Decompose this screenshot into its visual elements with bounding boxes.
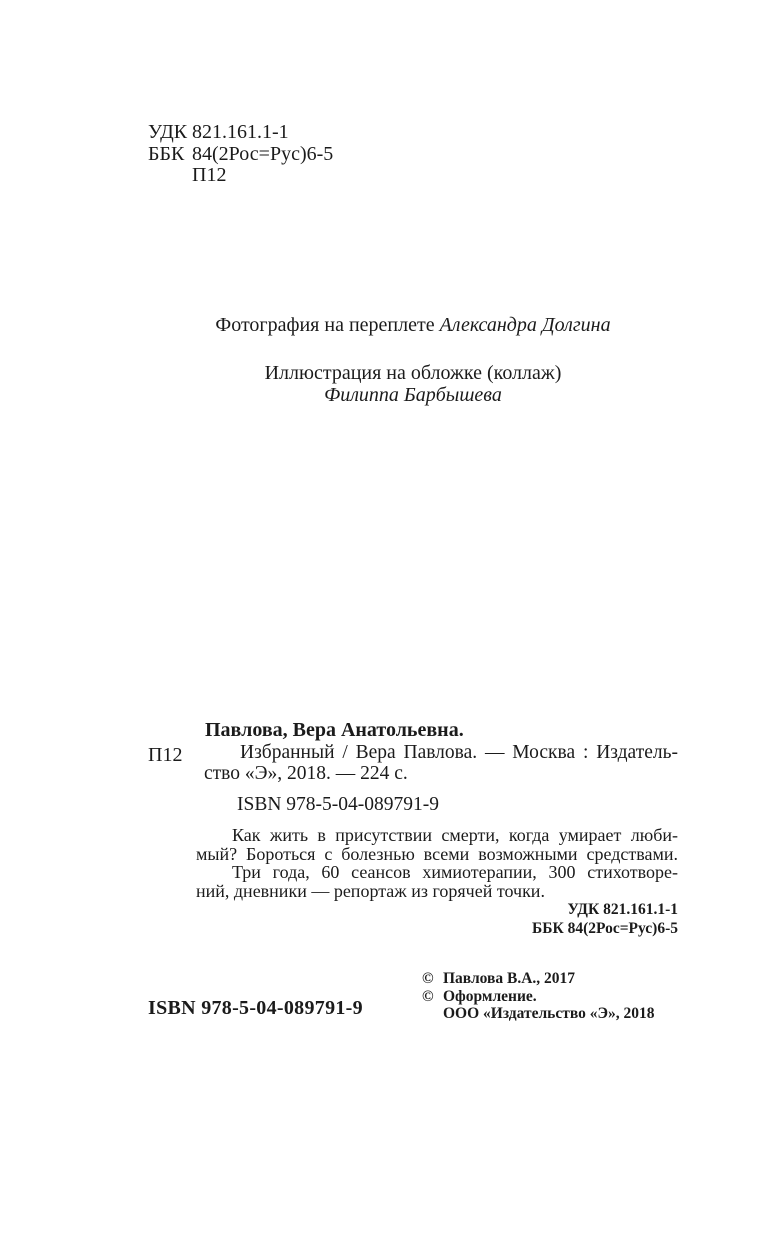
annotation-line: ний, дневники — репортаж из горячей точки.: [196, 881, 545, 902]
illustration-credit-block: [148, 362, 678, 407]
catalog-card-body: [204, 742, 678, 784]
catalog-card-margin-sign: П12: [148, 744, 183, 766]
bbk-label: ББК: [148, 142, 185, 165]
bbk-line: [148, 144, 333, 166]
bottom-classification-block: [532, 901, 678, 938]
top-classification-block: [148, 122, 333, 187]
photo-credit-text: Фотография на переплете: [215, 314, 440, 336]
copyright-line: [422, 970, 655, 988]
photographer-name: Александра Долгина: [439, 314, 611, 336]
udc-label: УДК: [148, 121, 188, 143]
copyright-sign: ©: [422, 970, 434, 987]
annotation-line: Как жить в присутствии смерти, когда умирает люби-: [232, 825, 678, 845]
bbk-value: 84(2Рос=Рус)6-5: [192, 142, 334, 165]
isbn-bottom: ISBN 978-5-04-089791-9: [148, 997, 363, 1019]
annotation-line: мый? Бороться с болезнью всеми возможными средствами.: [196, 843, 678, 864]
illustration-credit-text: Иллюстрация на обложке (коллаж): [264, 362, 562, 384]
udc-line: [148, 122, 333, 144]
photo-credit-line: [148, 314, 678, 337]
annotation-block: [196, 826, 678, 901]
catalog-card-line: Избранный / Вера Павлова. — Москва : Издатель-: [240, 742, 678, 763]
copyright-block: [422, 970, 655, 1023]
copyright-line: [422, 988, 655, 1006]
illustrator-name: Филиппа Барбышева: [324, 384, 502, 407]
author-sign: П12: [192, 164, 227, 187]
catalog-card-author-heading: Павлова, Вера Анатольевна.: [205, 719, 464, 741]
bbk-bottom: ББК 84(2Рос=Рус)6-5: [531, 919, 678, 937]
catalog-card-isbn: ISBN 978-5-04-089791-9: [237, 794, 440, 815]
catalog-card-line: ство «Э», 2018. — 224 с.: [204, 763, 408, 784]
author-sign-line: [148, 165, 333, 187]
annotation-line: Три года, 60 сеансов химиотерапии, 300 стихотворе-: [232, 862, 678, 883]
copyright-text: Оформление.: [443, 987, 537, 1005]
udc-bottom: УДК 821.161.1-1: [567, 901, 678, 918]
copyright-line: [422, 1005, 655, 1023]
copyright-sign: ©: [422, 987, 434, 1005]
udc-value: 821.161.1-1: [192, 121, 289, 143]
copyright-text: ООО «Издательство «Э», 2018: [443, 1005, 655, 1022]
copyright-text: Павлова В.А., 2017: [443, 970, 576, 987]
